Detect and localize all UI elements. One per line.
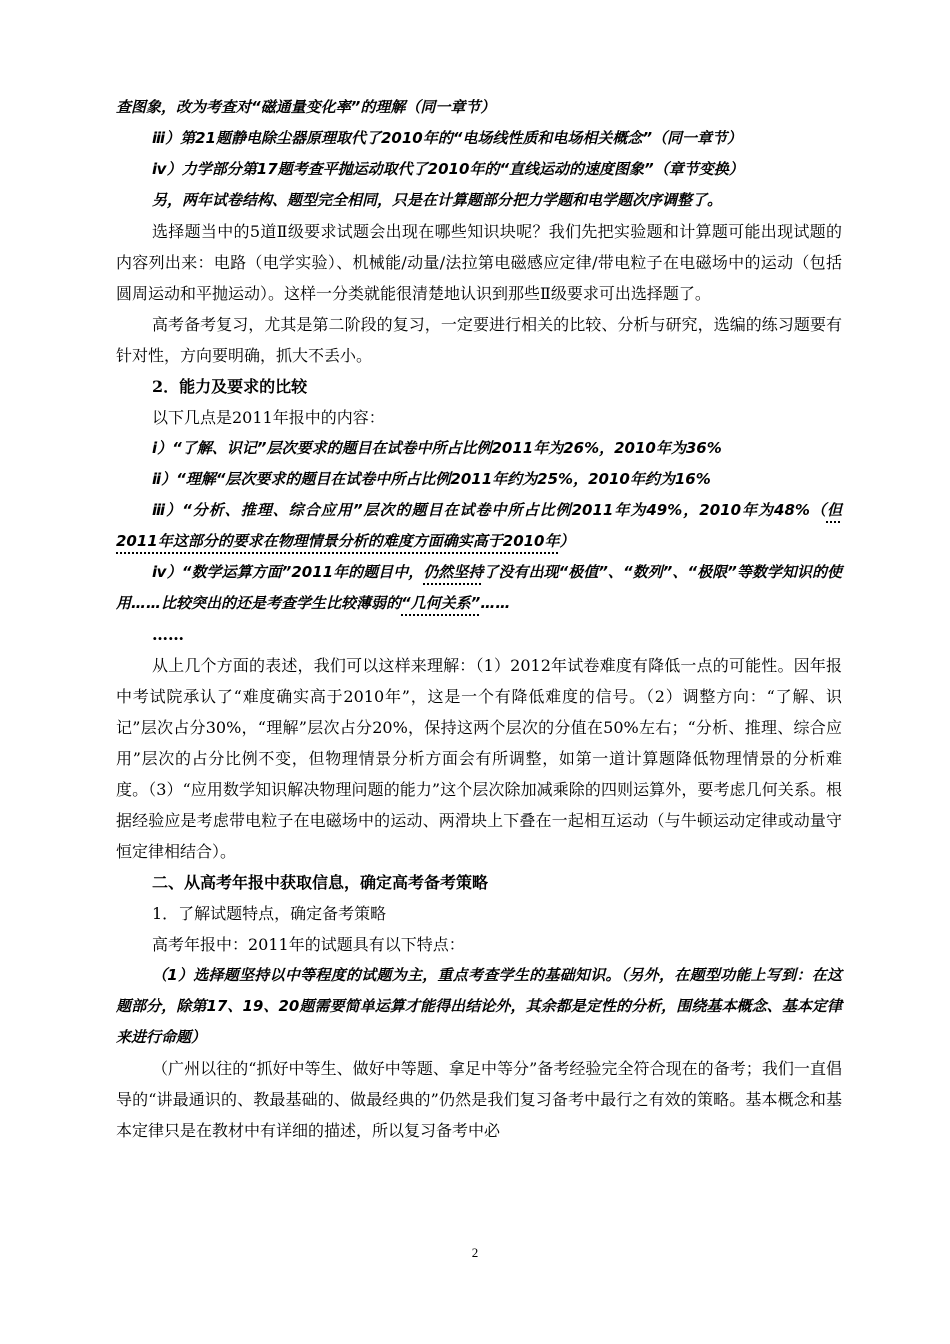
- paragraph-guangzhou: （广州以往的“抓好中等生、做好中等题、拿足中等分”备考经验完全符合现在的备考；我们一直倡导的“讲最通识的、教最基础的、做最经典的”仍然是我们复习备考中最行之有效的策略。基本概念和基本定律只是在教材中有详细的描述，所以复习备考中必: [116, 1059, 842, 1140]
- paragraph-report-intro: 以下几点是2011年报中的内容：: [152, 408, 385, 427]
- item-iii-close: ）: [559, 532, 575, 550]
- item-iii-text: ⅲ）“分析、推理、综合应用”层次的题目在试卷中所占比例2011年为49%，2010年为48%（: [152, 501, 827, 519]
- page-content: [116, 92, 842, 1146]
- item-feature-1: （1）选择题坚持以中等程度的试题为主，重点考查学生的基础知识。（另外，在题型功能上写到：在这题部分，除第17、19、20题需要简单运算才能得出结论外，其余都是定性的分析，围绕基本概念、基本定律来进行命题）: [116, 966, 842, 1046]
- section-heading-strategy: 二、从高考年报中获取信息，确定高考备考策略: [152, 873, 489, 892]
- item-i: ⅰ）“了解、识记”层次要求的题目在试卷中所占比例2011年为26%，2010年为36%: [152, 439, 722, 457]
- item-iv-emphasis-a: 仍然坚持: [423, 563, 484, 581]
- item-ii: ⅱ）“理解“层次要求的题目在试卷中所占比例2011年约为25%，2010年约为16%: [152, 470, 711, 488]
- subheading-features: 1．了解试题特点，确定备考策略: [152, 904, 387, 923]
- paragraph-review: 高考备考复习，尤其是第二阶段的复习，一定要进行相关的比较、分析与研究，选编的练习题要有针对性，方向要明确，抓大不丢小。: [116, 315, 842, 365]
- item-iv-emphasis-b: “几何关系”: [401, 594, 481, 612]
- item-iv-text-b: 了没有出现“极值”、“数列”、“极限”等数学知识的使用……比较突出的还是考查学生比较薄弱的: [116, 563, 842, 612]
- item-iii-emphasis: 但2011年这部分的要求在物理情景分析的难度方面确实高于2010年: [116, 501, 842, 550]
- italic-line-1: 查图象，改为考查对“磁通量变化率”的理解（同一章节）: [116, 98, 496, 116]
- item-iii: [116, 495, 842, 557]
- item-iv-text-a: ⅳ）“数学运算方面”2011年的题目中，: [152, 563, 424, 581]
- italic-line-4: 另，两年试卷结构、题型完全相同，只是在计算题部分把力学题和电学题次序调整了。: [152, 191, 723, 209]
- ellipsis-line: ……: [152, 625, 184, 644]
- item-iv: [116, 557, 842, 619]
- paragraph-understanding: 从上几个方面的表述，我们可以这样来理解：（1）2012年试卷难度有降低一点的可能性。因年报中考试院承认了“难度确实高于2010年”，这是一个有降低难度的信号。（2）调整方向：“了解、识记”层次占分30%，“理解”层次占分20%，保持这两个层次的分值在50%左右；“分析、推理、综合应用”层次的占分比例不变，但物理情景分析方面会有所调整，如第一道计算题降低物理情景的分析难度。（3）“应用数学知识解决物理问题的能力”这个层次除加减乘除的四则运算外，要考虑几何关系。根据经验应是考虑带电粒子在电磁场中的运动、两滑块上下叠在一起相互运动（与牛顿运动定律或动量守恒定律相结合）。: [116, 656, 842, 861]
- italic-line-2: ⅲ）第21题静电除尘器原理取代了2010年的“电场线性质和电场相关概念”（同一章节）: [152, 129, 743, 147]
- paragraph-features-intro: 高考年报中：2011年的试题具有以下特点：: [152, 935, 465, 954]
- item-iv-text-c: ……: [480, 594, 511, 612]
- section-heading-ability: 2．能力及要求的比较: [152, 377, 308, 396]
- paragraph-choice-questions: 选择题当中的5道Ⅱ级要求试题会出现在哪些知识块呢？我们先把实验题和计算题可能出现试题的内容列出来：电路（电学实验）、机械能/动量/法拉第电磁感应定律/带电粒子在电磁场中的运动（包括圆周运动和平抛运动）。这样一分类就能很清楚地认识到那些Ⅱ级要求可出选择题了。: [116, 222, 842, 303]
- page-number: 2: [471, 1245, 479, 1260]
- italic-line-3: ⅳ）力学部分第17题考查平抛运动取代了2010年的“直线运动的速度图象”（章节变换）: [152, 160, 744, 178]
